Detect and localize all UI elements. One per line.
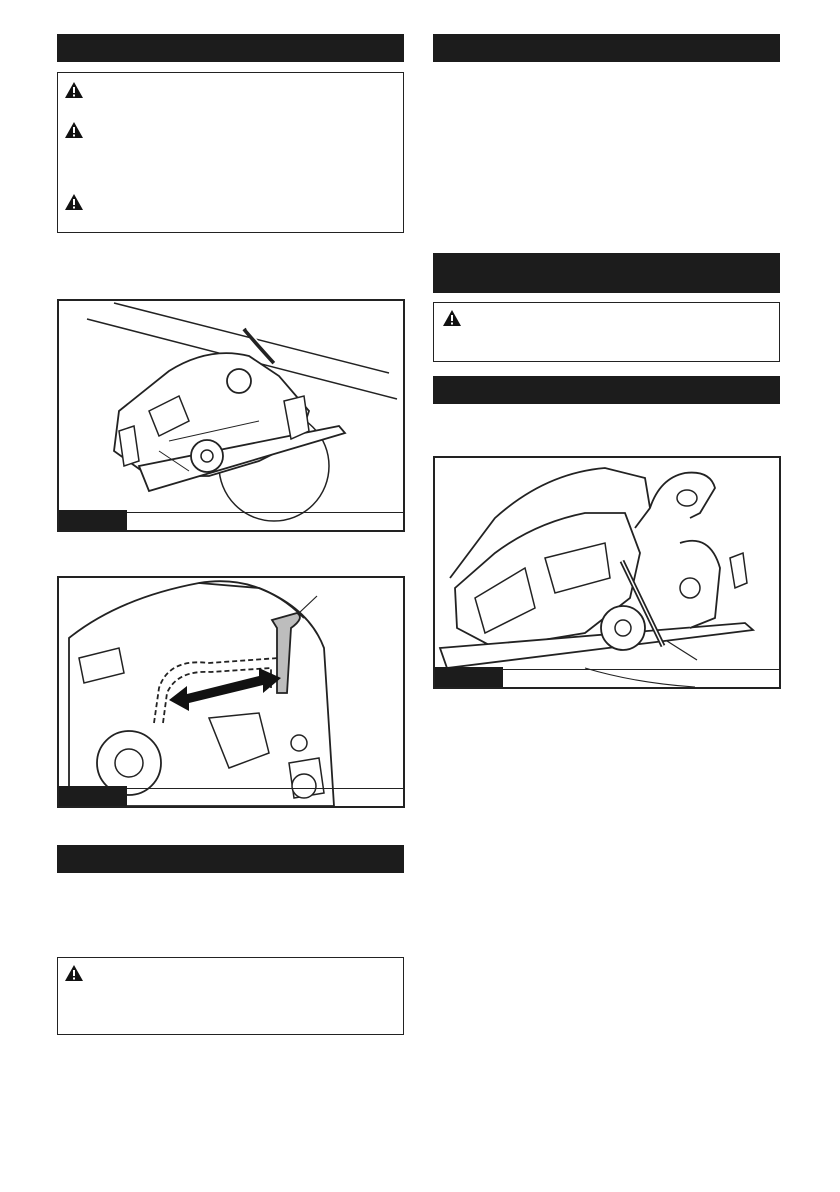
warning-triangle-icon — [64, 81, 84, 99]
figure-label-underline — [127, 512, 403, 514]
figure-label-tab — [435, 667, 503, 687]
warning-triangle-icon — [442, 309, 462, 327]
saw-hanging-illustration — [59, 301, 403, 530]
figure-label-underline — [127, 788, 403, 790]
section-header-bar — [57, 845, 404, 873]
figure-hook-adjustment — [57, 576, 405, 808]
section-header-bar-tall — [433, 253, 780, 293]
warning-triangle-icon — [64, 121, 84, 139]
figure-label-underline — [503, 669, 779, 671]
figure-saw-wrench — [433, 456, 781, 689]
warning-triangle-icon — [64, 964, 84, 982]
warning-box — [57, 72, 404, 233]
figure-saw-hanging — [57, 299, 405, 532]
section-header-bar — [57, 34, 404, 62]
warning-triangle-icon — [64, 193, 84, 211]
warning-box — [433, 302, 780, 362]
saw-wrench-illustration — [435, 458, 779, 687]
section-header-bar — [433, 376, 780, 404]
figure-label-tab — [59, 786, 127, 806]
section-header-bar — [433, 34, 780, 62]
hook-adjustment-illustration — [59, 578, 403, 806]
warning-box — [57, 957, 404, 1035]
figure-label-tab — [59, 510, 127, 530]
